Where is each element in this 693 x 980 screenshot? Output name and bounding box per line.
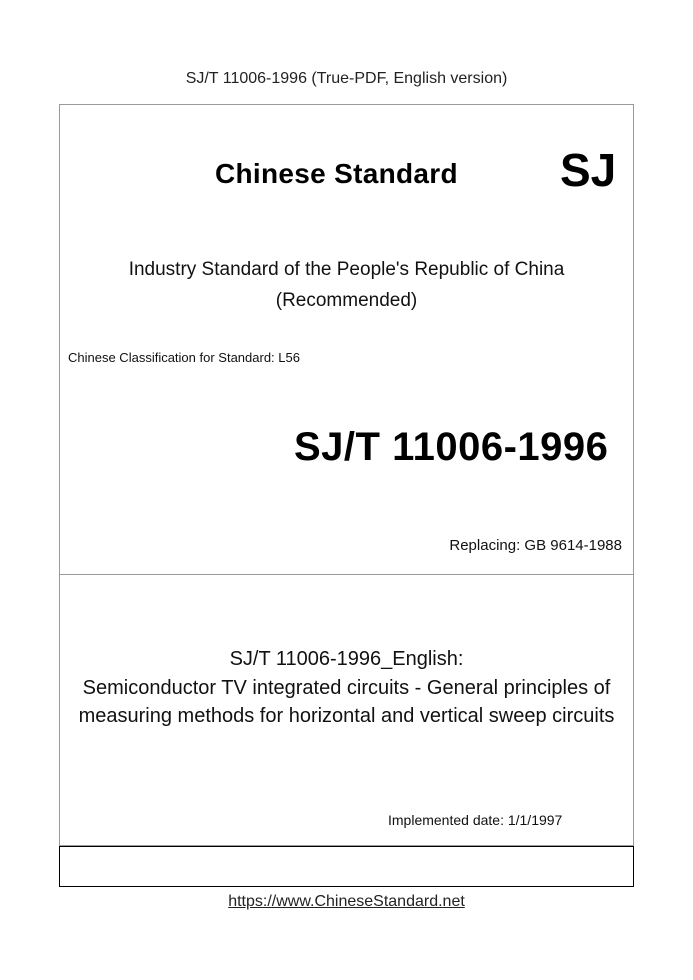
cover-title: Chinese Standard [215, 158, 458, 189]
description-line2: Semiconductor TV integrated circuits - General principles of [82, 677, 611, 699]
cover-bottom-bar [59, 846, 634, 887]
website-link[interactable]: https://www.ChineseStandard.net [228, 893, 465, 910]
standard-number: SJ/T 11006-1996 [294, 425, 609, 469]
standard-mark: SJ [560, 144, 617, 196]
implemented-date: Implemented date: 1/1/1997 [388, 812, 563, 828]
cover-subtitle-line1: Industry Standard of the People's Republic of China [128, 259, 565, 280]
cover-subtitle-line2: (Recommended) [275, 290, 418, 311]
description-line3: measuring methods for horizontal and vertical sweep circuits [78, 705, 615, 727]
description-line1: SJ/T 11006-1996_English: [229, 648, 464, 670]
classification-text: Chinese Classification for Standard: L56 [68, 350, 300, 365]
document-header-label: SJ/T 11006-1996 (True-PDF, English version) [185, 70, 508, 87]
replacing-text: Replacing: GB 9614-1988 [449, 537, 622, 554]
